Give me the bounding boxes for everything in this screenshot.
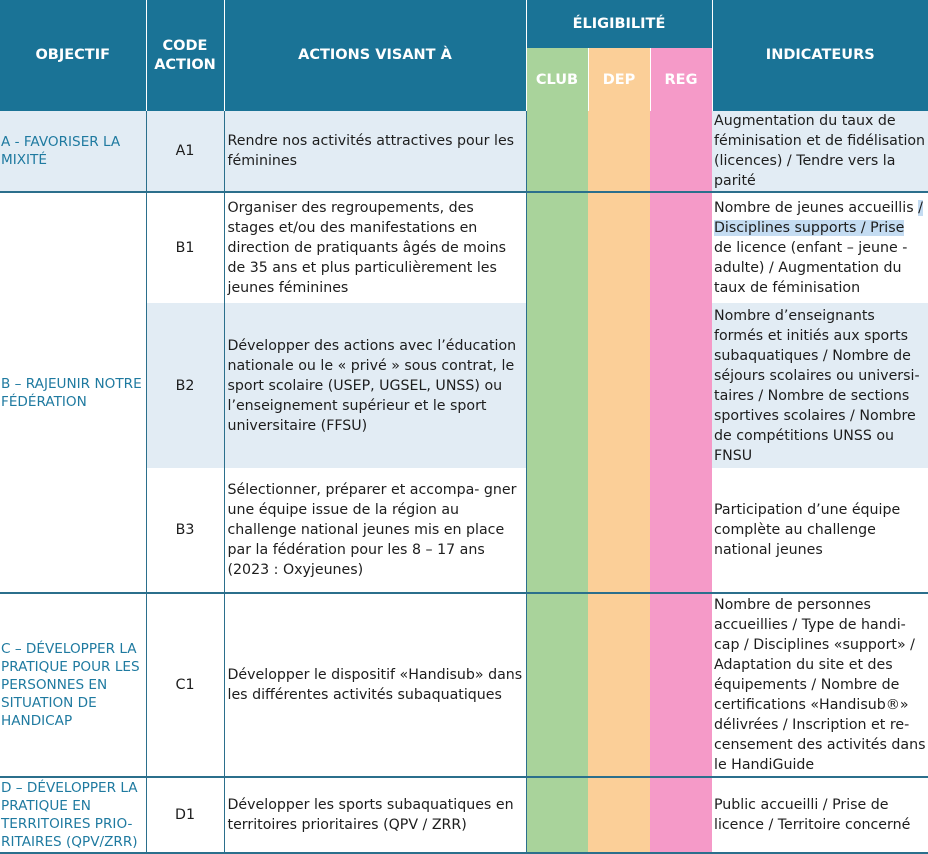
objectif-a: A - FAVORISER LA MIXITÉ xyxy=(0,111,146,192)
code-b1: B1 xyxy=(146,192,224,303)
header-code-line2: ACTION xyxy=(154,56,216,73)
header-dep: DEP xyxy=(588,48,650,111)
objectif-b: B – RAJEUNIR NOTRE FÉDÉRATION xyxy=(0,192,146,593)
indicateur-b1 xyxy=(712,192,928,303)
reg-cell-b2 xyxy=(650,303,712,468)
text-selection-highlight[interactable]: / Disciplines supports / Prise xyxy=(714,200,923,236)
reg-cell-c1 xyxy=(650,593,712,777)
indicateur-b1-part1: Nombre de jeunes accueillis xyxy=(714,200,919,216)
dep-cell-a1 xyxy=(588,111,650,192)
table-row-c1 xyxy=(0,593,928,777)
action-d1: Développer les sports subaquatiques en territoires prioritaires (QPV / ZRR) xyxy=(224,777,526,853)
reg-cell-a1 xyxy=(650,111,712,192)
code-b2: B2 xyxy=(146,303,224,468)
action-c1: Développer le dispositif «Handisub» dans les différentes activités subaquatiques xyxy=(224,593,526,777)
dep-cell-b3 xyxy=(588,468,650,593)
code-a1: A1 xyxy=(146,111,224,192)
header-eligibilite: ÉLIGIBILITÉ xyxy=(526,0,712,48)
reg-cell-b1 xyxy=(650,192,712,303)
table-row-a1 xyxy=(0,111,928,192)
reg-cell-b3 xyxy=(650,468,712,593)
header-reg: REG xyxy=(650,48,712,111)
club-cell-b1 xyxy=(526,192,588,303)
club-cell-a1 xyxy=(526,111,588,192)
dep-cell-b1 xyxy=(588,192,650,303)
indicateur-d1: Public accueilli / Prise de licence / Territoire concerné xyxy=(712,777,928,853)
header-code-action xyxy=(146,0,224,111)
header-actions: ACTIONS VISANT À xyxy=(224,0,526,111)
dep-cell-b2 xyxy=(588,303,650,468)
action-a1: Rendre nos activités attractives pour les féminines xyxy=(224,111,526,192)
header-objectif: OBJECTIF xyxy=(0,0,146,111)
code-b3: B3 xyxy=(146,468,224,593)
indicateur-b3: Participation d’une équipe complète au challenge national jeunes xyxy=(712,468,928,593)
dep-cell-d1 xyxy=(588,777,650,853)
code-d1: D1 xyxy=(146,777,224,853)
club-cell-d1 xyxy=(526,777,588,853)
header-code-line1: CODE xyxy=(162,37,208,54)
header-indicateurs: INDICATEURS xyxy=(712,0,928,111)
action-b3: Sélectionner, préparer et accompa- gner une équipe issue de la région au challenge national jeunes mis en place par la fédération pour les 8 – 17 ans (2023 : Oxyjeunes) xyxy=(224,468,526,593)
club-cell-b3 xyxy=(526,468,588,593)
code-c1: C1 xyxy=(146,593,224,777)
dep-cell-c1 xyxy=(588,593,650,777)
objectif-c: C – DÉVELOPPER LA PRATIQUE POUR LES PERSONNES EN SITUATION DE HANDICAP xyxy=(0,593,146,777)
club-cell-b2 xyxy=(526,303,588,468)
reg-cell-d1 xyxy=(650,777,712,853)
action-b1: Organiser des regroupements, des stages et/ou des manifestations en direction de pratiquants âgés de moins de 35 ans et plus particulièrement les jeunes féminines xyxy=(224,192,526,303)
table-row-b1 xyxy=(0,192,928,303)
indicateur-c1: Nombre de personnes accueillies / Type de handi- cap / Disciplines «support» / Adaptation du site et des équipements / Nombre de certifications «Handisub®» délivrées / Inscription et re- censement des activités dans le HandiGuide xyxy=(712,593,928,777)
indicateur-b1-part2: de licence (enfant – jeune - adulte) / Augmentation du taux de féminisation xyxy=(714,240,908,296)
header-club: CLUB xyxy=(526,48,588,111)
club-cell-c1 xyxy=(526,593,588,777)
action-b2: Développer des actions avec l’éducation nationale ou le « privé » sous contrat, le sport scolaire (USEP, UGSEL, UNSS) ou l’enseignement supérieur et le sport universitaire (FFSU) xyxy=(224,303,526,468)
objectif-d: D – DÉVELOPPER LA PRATIQUE EN TERRITOIRES PRIO- RITAIRES (QPV/ZRR) xyxy=(0,777,146,853)
indicateur-a1: Augmentation du taux de féminisation et de fidélisation (licences) / Tendre vers la parité xyxy=(712,111,928,192)
indicateur-b2: Nombre d’enseignants formés et initiés aux sports subaquatiques / Nombre de séjours scolaires ou universi- taires / Nombre de sections sportives scolaires / Nombre de compétitions UNSS ou FNSU xyxy=(712,303,928,468)
table-row-d1 xyxy=(0,777,928,853)
